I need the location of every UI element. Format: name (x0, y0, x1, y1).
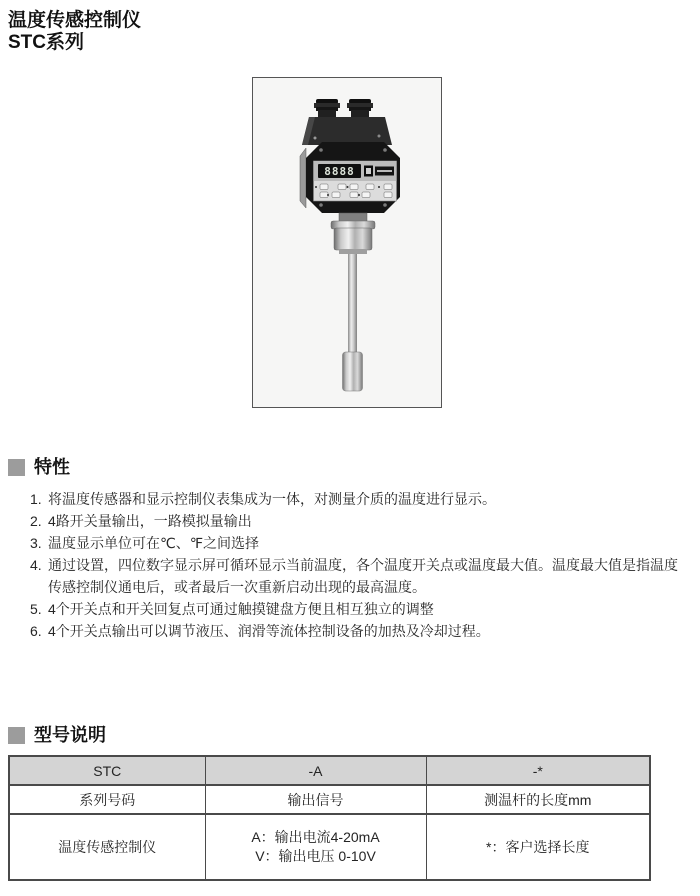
probe-tip (343, 352, 363, 391)
table-cell: 输出信号 (205, 785, 426, 814)
feature-text: 温度显示单位可在℃、℉之间选择 (48, 535, 260, 551)
feature-text: 4路开关量输出，一路模拟量输出 (48, 513, 252, 529)
type-label (375, 167, 394, 176)
output-signal-options (206, 828, 426, 866)
model-section (8, 724, 692, 881)
probe-rod (348, 254, 357, 353)
table-cell: 系列号码 (9, 785, 205, 814)
features-section (8, 456, 692, 642)
feature-number: 5. (30, 601, 42, 617)
title-block (8, 10, 141, 54)
table-row-descriptions (9, 814, 650, 880)
table-cell: -A (205, 756, 426, 785)
features-list (8, 488, 692, 642)
table-row-labels (9, 785, 650, 814)
feature-item (8, 488, 692, 510)
feature-item (8, 620, 692, 642)
table-cell (205, 814, 426, 880)
feature-item (8, 510, 692, 532)
product-photo (253, 78, 441, 407)
feature-number: 2. (30, 513, 42, 529)
model-heading: 型号说明 (34, 725, 106, 745)
feature-item (8, 598, 692, 620)
model-heading-row (8, 724, 692, 746)
feature-number: 6. (30, 623, 42, 639)
signal-option: V：输出电压 0-10V (255, 848, 376, 864)
brand-logo-icon (364, 166, 373, 177)
section-bullet-icon (8, 727, 25, 744)
junction-box (302, 117, 392, 145)
feature-text: 将温度传感器和显示控制仪表集成为一体，对测量介质的温度进行显示。 (48, 491, 496, 507)
page-subtitle: STC系列 (8, 32, 85, 53)
feature-number: 1. (30, 491, 42, 507)
signal-option: A：输出电流4-20mA (251, 829, 380, 845)
model-table (8, 755, 651, 881)
feature-item (8, 532, 692, 554)
feature-text: 通过设置，四位数字显示屏可循环显示当前温度，各个温度开关点或温度最大值。温度最大值是指温度传感控制仪通电后，或者最后一次重新启动出现的最高温度。 (48, 557, 678, 595)
control-panel (314, 161, 397, 201)
table-cell: 测温杆的长度mm (426, 785, 650, 814)
feature-number: 4. (30, 557, 42, 573)
table-cell: 温度传感控制仪 (9, 814, 205, 880)
table-cell: -* (426, 756, 650, 785)
product-photo-frame (252, 77, 442, 408)
section-bullet-icon (8, 459, 25, 476)
feature-number: 3. (30, 535, 42, 551)
features-heading-row (8, 456, 692, 478)
feature-text: 4个开关点输出可以调节液压、润滑等流体控制设备的加热及冷却过程。 (48, 623, 490, 639)
features-heading: 特性 (34, 457, 70, 477)
page-title: 温度传感控制仪 (8, 10, 142, 31)
table-cell: STC (9, 756, 205, 785)
feature-item (8, 554, 692, 598)
feature-text: 4个开关点和开关回复点可通过触摸键盘方便且相互独立的调整 (48, 601, 434, 617)
table-row-codes (9, 756, 650, 785)
table-cell: *：客户选择长度 (426, 814, 650, 880)
digital-display (318, 164, 361, 178)
display-digits: 8888 (324, 165, 355, 178)
